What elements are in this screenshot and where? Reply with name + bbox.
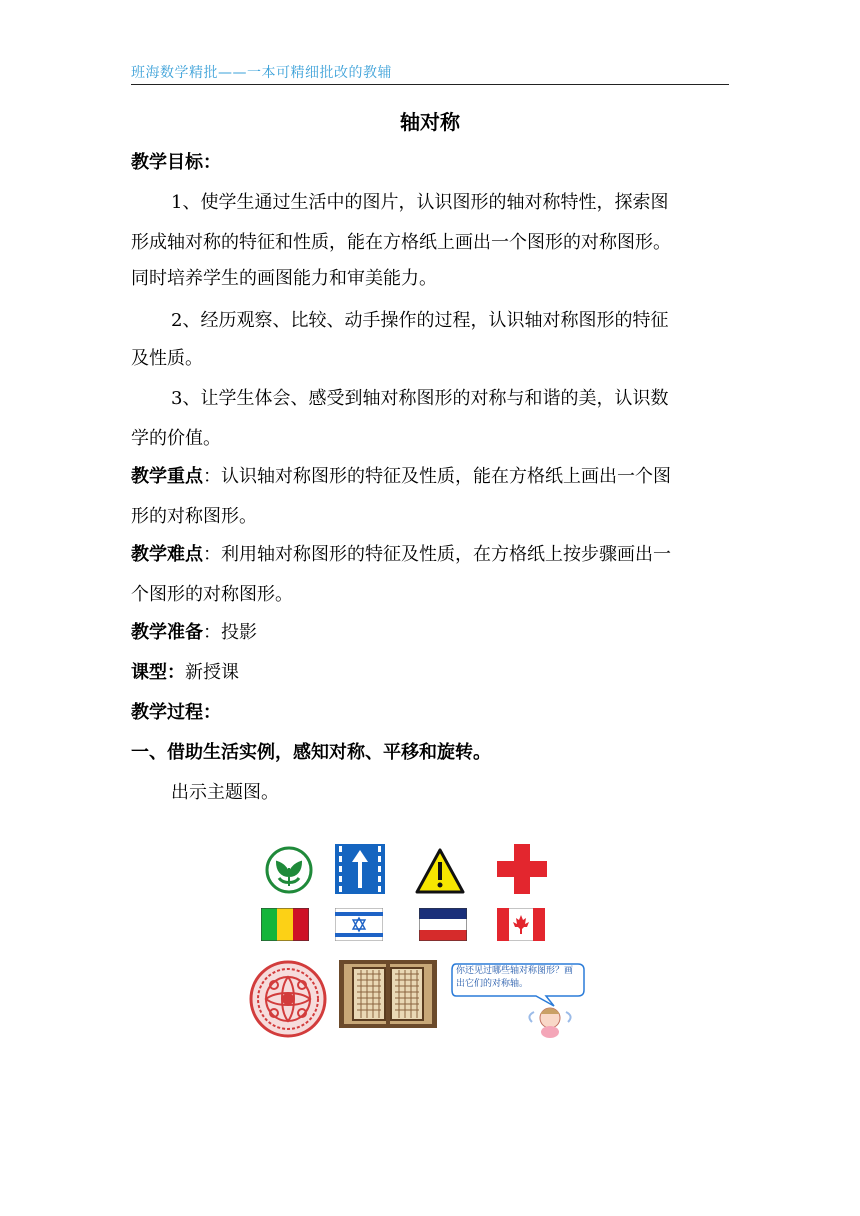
goal-1-line-2: 形成轴对称的特征和性质，能在方格纸上画出一个图形的对称图形。	[131, 232, 671, 253]
difficulties-line-2: 个图形的对称图形。	[131, 584, 293, 605]
process-label: 教学过程：	[131, 702, 221, 723]
wooden-window-icon	[339, 960, 437, 1028]
red-cross-icon	[497, 844, 547, 894]
preparation-line	[131, 621, 731, 645]
theme-figure	[245, 840, 590, 1040]
goal-3-line-2: 学的价值。	[131, 428, 221, 449]
paper-cut-pattern-icon	[248, 960, 328, 1038]
mali-flag-icon	[261, 908, 309, 941]
tricolor-flag-icon	[419, 908, 467, 941]
goal-2-line-2: 及性质。	[131, 348, 203, 369]
lesson-type-value: 新授课	[185, 662, 239, 683]
green-logo-icon	[265, 846, 313, 894]
page-title: 轴对称	[400, 110, 460, 134]
goal-1-line-1: 1、使学生通过生活中的图片，认识图形的轴对称特性，探索图	[171, 192, 669, 213]
goals-label: 教学目标：	[131, 152, 221, 173]
difficulties-line-1	[131, 543, 731, 567]
lesson-type-label: 课型：	[131, 662, 185, 683]
preparation-label: 教学准备	[131, 622, 203, 643]
israel-flag-icon	[335, 908, 383, 941]
section-1-heading: 一、借助生活实例，感知对称、平移和旋转。	[131, 742, 491, 763]
page-header: 班海数学精批——一本可精细批改的教辅	[131, 65, 392, 81]
canada-flag-icon	[497, 908, 545, 941]
header-divider	[131, 84, 729, 85]
difficulties-text: ：利用轴对称图形的特征及性质，在方格纸上按步骤画出一	[203, 544, 671, 565]
key-points-label: 教学重点	[131, 466, 203, 487]
one-way-road-sign-icon	[335, 844, 385, 894]
key-points-line-1	[131, 465, 731, 489]
goal-3-line-1: 3、让学生体会、感受到轴对称图形的对称与和谐的美，认识数	[171, 388, 669, 409]
section-1-text: 出示主题图。	[171, 782, 279, 803]
warning-sign-icon	[415, 848, 465, 894]
preparation-value: ：投影	[203, 622, 257, 643]
difficulties-label: 教学难点	[131, 544, 203, 565]
speech-bubble-text: 你还见过哪些轴对称图形？画出它们的对称轴。	[456, 966, 574, 989]
key-points-line-2: 形的对称图形。	[131, 506, 257, 527]
goal-1-line-3: 同时培养学生的画图能力和审美能力。	[131, 268, 437, 289]
goal-2-line-1: 2、经历观察、比较、动手操作的过程，认识轴对称图形的特征	[171, 310, 669, 331]
key-points-text: ：认识轴对称图形的特征及性质，能在方格纸上画出一个图	[203, 466, 671, 487]
lesson-type-line	[131, 661, 731, 685]
